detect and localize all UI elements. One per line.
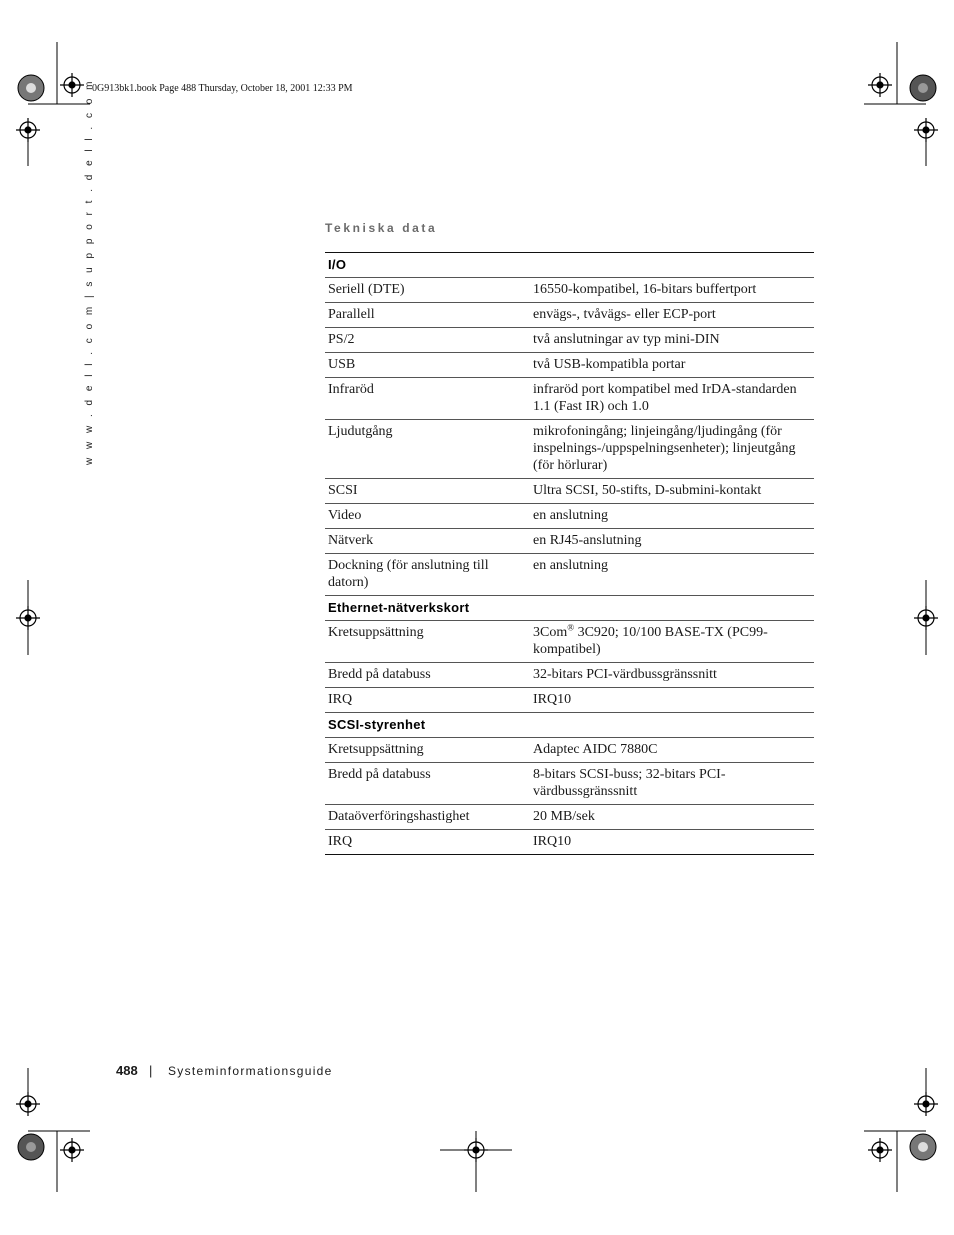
row-value: infraröd port kompatibel med IrDA-standarden 1.1 (Fast IR) och 1.0 [530,378,814,420]
row-value: en anslutning [530,554,814,596]
table-row [325,830,814,855]
row-value: en anslutning [530,504,814,529]
table-row [325,621,814,663]
row-label: Seriell (DTE) [325,278,530,303]
row-value: 20 MB/sek [530,805,814,830]
chipset-brand: 3Com [533,625,568,640]
row-value: två USB-kompatibla portar [530,353,814,378]
section-title: Tekniska data [325,221,438,235]
side-url: w w w . d e l l . c o m | s u p p o r t . d e l l . c o m [84,78,95,465]
row-value: en RJ45-anslutning [530,529,814,554]
footer-title: Systeminformationsguide [168,1064,333,1078]
table-row [325,554,814,596]
table-row [325,278,814,303]
row-value: envägs-, tvåvägs- eller ECP-port [530,303,814,328]
table-row [325,328,814,353]
io-header: I/O [325,253,814,278]
row-label: Infraröd [325,378,530,420]
ethernet-header: Ethernet-nätverkskort [325,596,814,621]
row-label: SCSI [325,479,530,504]
specifications-table [325,252,814,855]
row-label: Dockning (för anslutning till datorn) [325,554,530,596]
table-row [325,479,814,504]
row-label: Ljudutgång [325,420,530,479]
row-label: USB [325,353,530,378]
row-value: 16550-kompatibel, 16-bitars buffertport [530,278,814,303]
table-row [325,663,814,688]
row-label: Bredd på databuss [325,663,530,688]
row-value: IRQ10 [530,688,814,713]
table-section-header [325,596,814,621]
row-label: Parallell [325,303,530,328]
table-row [325,420,814,479]
row-value: IRQ10 [530,830,814,855]
row-label: Nätverk [325,529,530,554]
row-value: två anslutningar av typ mini-DIN [530,328,814,353]
row-label: PS/2 [325,328,530,353]
table-row [325,504,814,529]
row-label: Video [325,504,530,529]
table-section-header [325,253,814,278]
table-row [325,738,814,763]
row-value: mikrofoningång; linjeingång/ljudingång (för inspelnings-/uppspelningsenheter); linjeutgång (för hörlurar) [530,420,814,479]
table-row [325,303,814,328]
table-row [325,763,814,805]
table-row [325,805,814,830]
row-label: Kretsuppsättning [325,621,530,663]
row-value [530,621,814,663]
table-row [325,353,814,378]
print-header: 0G913bk1.book Page 488 Thursday, October 18, 2001 12:33 PM [92,83,353,94]
table-row [325,529,814,554]
row-value: 8-bitars SCSI-buss; 32-bitars PCI-värdbussgränssnitt [530,763,814,805]
page-number: 488 [116,1063,138,1078]
row-label: Kretsuppsättning [325,738,530,763]
scsi-header: SCSI-styrenhet [325,713,814,738]
table-section-header [325,713,814,738]
row-value: 32-bitars PCI-värdbussgränssnitt [530,663,814,688]
row-label: IRQ [325,830,530,855]
row-value: Adaptec AIDC 7880C [530,738,814,763]
chipset-model: 3C920; 10/100 BASE-TX (PC99-kompatibel) [533,625,768,657]
row-label: Dataöverföringshastighet [325,805,530,830]
row-value: Ultra SCSI, 50-stifts, D-submini-kontakt [530,479,814,504]
footer-separator: | [149,1063,153,1078]
registered-mark: ® [567,622,575,633]
table-row [325,378,814,420]
row-label: Bredd på databuss [325,763,530,805]
row-label: IRQ [325,688,530,713]
table-row [325,688,814,713]
